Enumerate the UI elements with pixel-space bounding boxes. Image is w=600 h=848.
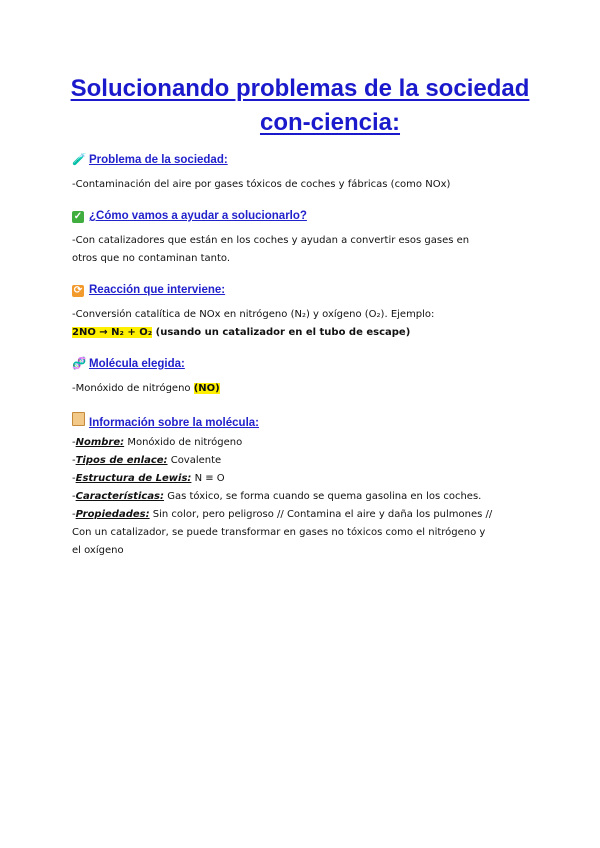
heading-problema-label: Problema de la sociedad:: [89, 154, 228, 166]
solucion-line-2: otros que no contaminan tanto.: [72, 253, 231, 264]
reaction-note: (usando un catalizador en el tubo de escape): [152, 327, 411, 338]
title-line-2: con-ciencia:: [259, 109, 401, 136]
molecula-text: -Monóxido de nitrógeno: [72, 383, 194, 394]
page-title: [0, 72, 600, 140]
solucion-line-1: -Con catalizadores que están en los coches y ayudan a convertir esos gases en: [72, 235, 470, 246]
reaccion-line-2: [72, 324, 532, 342]
test-tube-icon: 🧪: [72, 154, 87, 166]
heading-solucion-label: ¿Cómo vamos a ayudar a solucionarlo?: [89, 210, 307, 222]
molecule-formula: (NO): [193, 383, 220, 394]
heading-problema: [72, 152, 228, 168]
check-mark-icon: ✓: [73, 211, 83, 222]
info-continuation-1: Con un catalizador, se puede transformar en gases no tóxicos como el nitrógeno y: [72, 527, 486, 538]
paragraph-molecula: [72, 380, 532, 398]
heading-reaccion-label: Reacción que interviene:: [89, 284, 226, 296]
info-item-enlace: -Tipos de enlace: Covalente: [72, 455, 222, 466]
heading-molecula-label: Molécula elegida:: [89, 358, 185, 370]
problema-text: -Contaminación del aire por gases tóxicos de coches y fábricas (como NOx): [72, 179, 451, 190]
heading-molecula: [72, 356, 185, 372]
info-item-nombre: -Nombre: Monóxido de nitrógeno: [72, 437, 243, 448]
title-line-1: Solucionando problemas de la sociedad: [70, 75, 530, 102]
repeat-arrows-icon: ⟳: [73, 285, 83, 296]
paragraph-solucion: [72, 232, 532, 268]
dna-icon: 🧬: [72, 358, 87, 370]
heading-solucion: [72, 208, 307, 224]
clipboard-icon: [72, 412, 87, 431]
reaccion-line-1: -Conversión catalítica de NOx en nitrógeno (N₂) y oxígeno (O₂). Ejemplo:: [72, 309, 435, 320]
paragraph-problema: [72, 176, 532, 194]
info-item-caracteristicas: -Características: Gas tóxico, se forma cuando se quema gasolina en los coches.: [72, 491, 482, 502]
reaction-equation: 2NO → N₂ + O₂: [72, 327, 153, 338]
info-continuation-2: el oxígeno: [72, 545, 124, 556]
info-item-lewis: -Estructura de Lewis: N ≡ O: [72, 473, 225, 484]
info-item-propiedades: -Propiedades: Sin color, pero peligroso // Contamina el aire y daña los pulmones //: [72, 509, 493, 520]
paragraph-reaccion: [72, 306, 532, 342]
heading-reaccion: [72, 282, 225, 298]
info-list: [72, 434, 532, 560]
heading-informacion-label: Información sobre la molécula:: [89, 417, 259, 429]
heading-informacion: [72, 412, 259, 431]
